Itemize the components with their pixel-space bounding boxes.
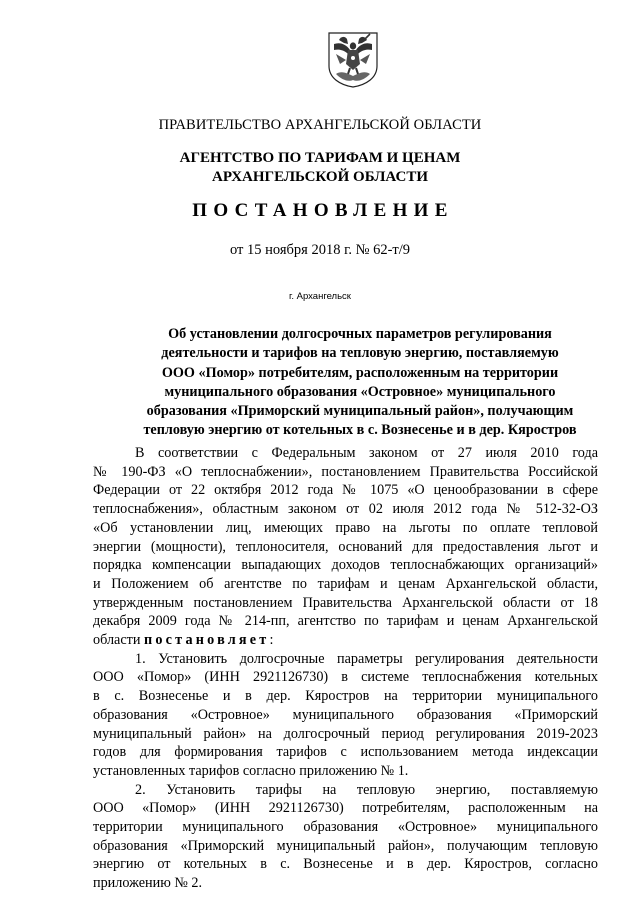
text-line: энергии (мощности), теплоносителя, оснований для предоставления льгот и xyxy=(93,538,598,555)
preamble-ending: области xyxy=(93,632,144,649)
subject-line: муниципального образования «Островное» муниципального xyxy=(164,383,556,400)
text-line: 1. Установить долгосрочные параметры регулирования деятельности xyxy=(135,650,598,667)
text-line: теплоснабжения», областным законом от 02 июля 2012 года № 512-32-ОЗ xyxy=(93,501,598,518)
text-line: Федерации от 22 октября 2012 года № 1075 «О ценообразовании в сфере xyxy=(93,482,598,499)
subject-line: деятельности и тарифов на тепловую энергию, поставляемую xyxy=(161,345,559,362)
text-line: в с. Вознесенье и в дер. Кяростров на территории муниципального xyxy=(93,688,598,705)
text-line: годов для формирования тарифов с использованием метода индексации xyxy=(93,744,598,761)
document-subject xyxy=(100,325,620,441)
text-line: муниципальный район» на долгосрочный период регулирования 2019-2023 xyxy=(93,725,598,742)
preamble-paragraph xyxy=(93,444,598,650)
text-line: № 190-ФЗ «О теплоснабжении», постановлением Правительства Российской xyxy=(93,463,598,480)
text-line: 2. Установить тарифы на тепловую энергию, поставляемую xyxy=(135,781,598,798)
text-line: порядка компенсации выпадающих доходов теплоснабжающих организаций» xyxy=(93,557,598,574)
text-line: территории муниципального образования «Островное» муниципального xyxy=(93,819,598,836)
text-line: утвержденным постановлением Правительства Архангельской области от 18 xyxy=(93,594,598,611)
item-1-paragraph xyxy=(93,650,598,781)
decrees-colon: : xyxy=(269,632,274,649)
text-line: установленных тарифов согласно приложению № 1. xyxy=(93,762,409,779)
text-line: ООО «Помор» (ИНН 2921126730) в системе теплоснабжения котельных xyxy=(93,669,598,686)
subject-line: образования «Приморский муниципальный район», получающим xyxy=(146,403,574,420)
document-type-title: ПОСТАНОВЛЕНИЕ xyxy=(192,200,454,221)
text-line: образования «Островное» муниципального образования «Приморский xyxy=(93,706,598,723)
agency-name xyxy=(0,149,640,187)
text-line: приложению № 2. xyxy=(93,875,203,892)
text-line: образования «Приморский муниципальный район», получающим тепловую xyxy=(93,837,598,854)
text-line: и Положением об агентстве по тарифам и ценам Архангельской области, xyxy=(93,575,598,592)
subject-line: ООО «Помор» потребителям, расположенным на территории xyxy=(161,364,559,381)
text-line: ООО «Помор» (ИНН 2921126730) потребителям, расположенным на xyxy=(93,800,598,817)
text-line: энергию от котельных в с. Вознесенье и в дер. Кяростров, согласно xyxy=(93,856,598,873)
date-and-number: от 15 ноября 2018 г. № 62-т/9 xyxy=(229,242,411,258)
coat-of-arms-icon xyxy=(326,30,380,88)
subject-line: тепловую энергию от котельных в с. Вознесенье и в дер. Кяростров xyxy=(143,422,577,439)
agency-name-line: АРХАНГЕЛЬСКОЙ ОБЛАСТИ xyxy=(212,169,428,185)
decrees-word: постановляет xyxy=(143,632,270,649)
agency-name-line: АГЕНТСТВО ПО ТАРИФАМ И ЦЕНАМ xyxy=(179,150,461,166)
subject-line: Об установлении долгосрочных параметров регулирования xyxy=(168,326,552,342)
text-line xyxy=(93,631,598,650)
city: г. Архангельск xyxy=(289,291,351,302)
text-line: «Об установлении лиц, имеющих право на льготы по оплате тепловой xyxy=(93,519,598,536)
government-name: ПРАВИТЕЛЬСТВО АРХАНГЕЛЬСКОЙ ОБЛАСТИ xyxy=(158,117,482,133)
document-body xyxy=(93,444,598,893)
text-line: В соответствии с Федеральным законом от 27 июля 2010 года xyxy=(135,445,598,461)
text-line: декабря 2009 года № 214-пп, агентство по тарифам и ценам Архангельской xyxy=(93,613,598,630)
item-2-paragraph xyxy=(93,781,598,893)
